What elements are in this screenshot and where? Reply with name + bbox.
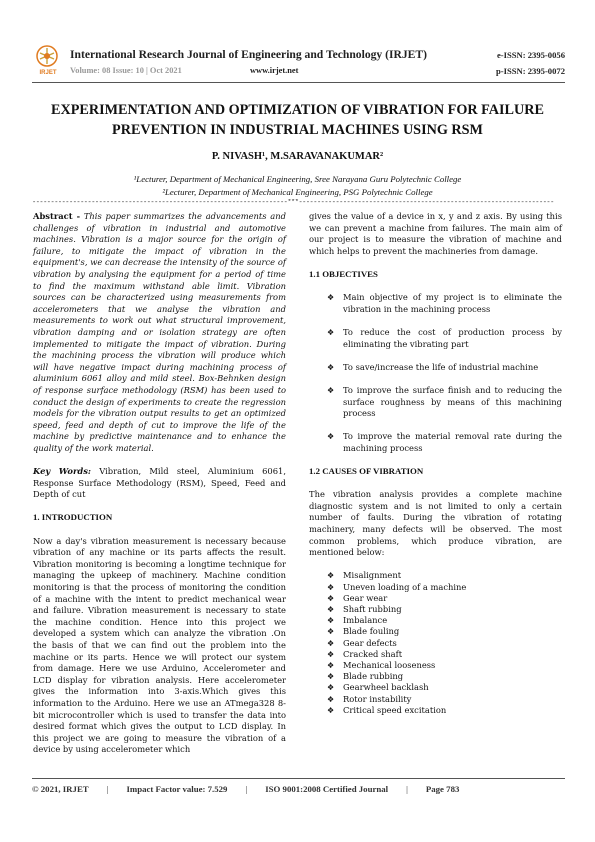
list-item: ❖ Main objective of my project is to eliminate the vibration in the machining process [327,292,562,314]
right-column [309,211,562,716]
bullet-icon: ❖ [327,293,335,303]
causes-heading: 1.2 CAUSES OF VIBRATION [309,466,424,477]
footer-iso: ISO 9001:2008 Certified Journal [265,784,389,794]
introduction-heading: 1. INTRODUCTION [33,512,113,523]
bullet-icon: ❖ [327,683,335,693]
introduction-text: Now a day's vibration measurement is necessary because vibration of any machine or its parts affects the result. Vibration monitoring is becoming a longtime technique for managing the upkeep of machinery. Machine condition monitoring is that the process of monitoring the condition of a machine with the intent to predict mechanical wear and failure. Vibration measurement is necessary to state the machine condition. Hence into this project we developed a system which can analyze the vibration .On the basis of that we can find out the problem into the machine or its parts. Hence we will protect our system from damage. Here we use Arduino, Accelerometer and LCD display for vibration analysis. Here accelerometer gives the information into 3-axis.Which gives this information to the Arduino. Here we use an ATmega328 8-bit microcontroller which is used to transfer the data into desired format which gives the output to LCD display. In this project we are going to measure the vibration of a device by using accelerometer which [33,535,286,755]
bullet-icon: ❖ [327,593,335,603]
e-issn: e-ISSN: 2395-0056 [496,50,565,60]
list-item: ❖ Misalignment [327,570,402,581]
keywords [33,466,286,501]
header-divider [32,82,565,83]
abstract [33,211,286,454]
journal-website-link[interactable]: www.irjet.net [250,66,299,75]
paper-authors: P. NIVASH¹, M.SARAVANAKUMAR² [211,151,384,162]
objectives-heading: 1.1 OBJECTIVES [309,268,378,279]
objectives-list [309,292,562,454]
bullet-icon: ❖ [327,616,335,626]
list-item: ❖ Critical speed excitation [327,704,447,715]
bullet-icon: ❖ [327,327,335,337]
p-issn: p-ISSN: 2395-0072 [496,66,565,76]
footer-page-number: Page 783 [425,784,460,794]
list-item: ❖ Mechanical looseness [327,660,436,671]
list-item: ❖ Imbalance [327,615,388,626]
list-item: ❖ To reduce the cost of production process by eliminating the vibrating part [327,326,562,349]
keywords-text: Vibration, Mild steel, Aluminium 6061, Response Surface Methodology (RSM), Speed, Feed and Depth of cut [33,466,286,500]
causes-list [309,570,562,716]
bullet-icon: ❖ [327,661,335,671]
list-item: ❖ To save/increase the life of industrial machine [327,361,539,372]
bullet-icon: ❖ [327,432,335,442]
introduction-continued: gives the value of a device in x, y and z axis. By using this we can prevent a machine from failures. The main aim of our project is to measure the vibration of machine and which helps to prevent the machineries from damage. [309,211,562,256]
bullet-icon: ❖ [327,638,335,648]
affiliation-1: ¹Lecturer, Department of Mechanical Engineering, Sree Narayana Guru Polytechnic College [133,174,462,184]
bullet-icon: ❖ [327,605,335,615]
bullet-icon: ❖ [327,672,335,682]
bullet-icon: ❖ [327,705,335,715]
list-item: ❖ To improve the material removal rate during the machining process [327,431,562,453]
bullet-icon: ❖ [327,649,335,659]
list-item: ❖ Cracked shaft [327,648,403,659]
list-item: ❖ Blade rubbing [327,671,404,682]
list-item: ❖ Gearwheel backlash [327,682,429,693]
bullet-icon: ❖ [327,582,335,592]
list-item: ❖ To improve the surface finish and to reducing the surface roughness by means of this machining process [327,384,562,419]
journal-title: International Research Journal of Engineering and Technology (IRJET) [70,48,427,61]
footer-impact-factor: Impact Factor value: 7.529 [126,784,228,794]
bullet-icon: ❖ [327,571,335,581]
causes-intro: The vibration analysis provides a complete machine diagnostic system and is not limited to only a certain number of faults. During the vibration of rotating machinery, many defects will be observed. The most common problems, which produce vibration, are mentioned below: [309,489,562,558]
volume-issue: Volume: 08 Issue: 10 | Oct 2021 [70,66,182,75]
list-item: ❖ Gear defects [327,637,397,648]
keywords-label: Key Words: [33,466,91,477]
section-separator: ---------------------------------------------------------------------***--------------------------------------------------------------------- [32,199,554,207]
journal-header [32,44,565,78]
footer-copyright: © 2021, IRJET [32,784,89,794]
list-item: ❖ Blade fouling [327,626,400,637]
abstract-label: Abstract - [33,211,81,221]
bullet-icon: ❖ [327,694,335,704]
footer-divider [32,778,565,779]
bullet-icon: ❖ [327,385,335,395]
page-footer: © 2021, IRJET | Impact Factor value: 7.529 | ISO 9001:2008 Certified Journal | Page 783 [32,784,460,794]
list-item: ❖ Rotor instability [327,693,412,704]
bullet-icon: ❖ [327,627,335,637]
left-column [33,211,286,756]
list-item: ❖ Shaft rubbing [327,604,402,615]
bullet-icon: ❖ [327,362,335,372]
logo-text: IRJET [39,70,57,76]
list-item: ❖ Gear wear [327,592,388,603]
affiliation-2: ²Lecturer, Department of Mechanical Engineering, PSG Polytechnic College [162,187,433,197]
abstract-text: This paper summarizes the advancements and challenges of vibration in industrial and automotive machines. Vibration is a major source for the origin of failure, to mitigate the impact of vibration in the equipment's, we can decrease the intensity of the source of vibration by analysing the equipment for a period of time to find the maximum withstand able limit. Vibration sources can be characterized using measurements from accelerometers that we analyse the vibration and measurements to work out what structural improvement, vibration damping and or isolation strategy are often implemented to mitigate the impact of vibration. During the machining process the vibration will produce which will have negative impact during machining process of aluminium 6061 alloy and mild steel. Box-Behnken design of response surface methodology (RSM) has been used to conduct the design of experiments to create the regression models for the vibration output results to get an optimized speed, feed and depth of cut to improve the life of the machine by predictive maintenance and to enhance the quality of the work material. [33,211,286,453]
paper-title: EXPERIMENTATION AND OPTIMIZATION OF VIBRATION FOR FAILURE PREVENTION IN INDUSTRIAL MACHINES USING RSM [51,102,544,138]
list-item: ❖ Uneven loading of a machine [327,581,467,592]
